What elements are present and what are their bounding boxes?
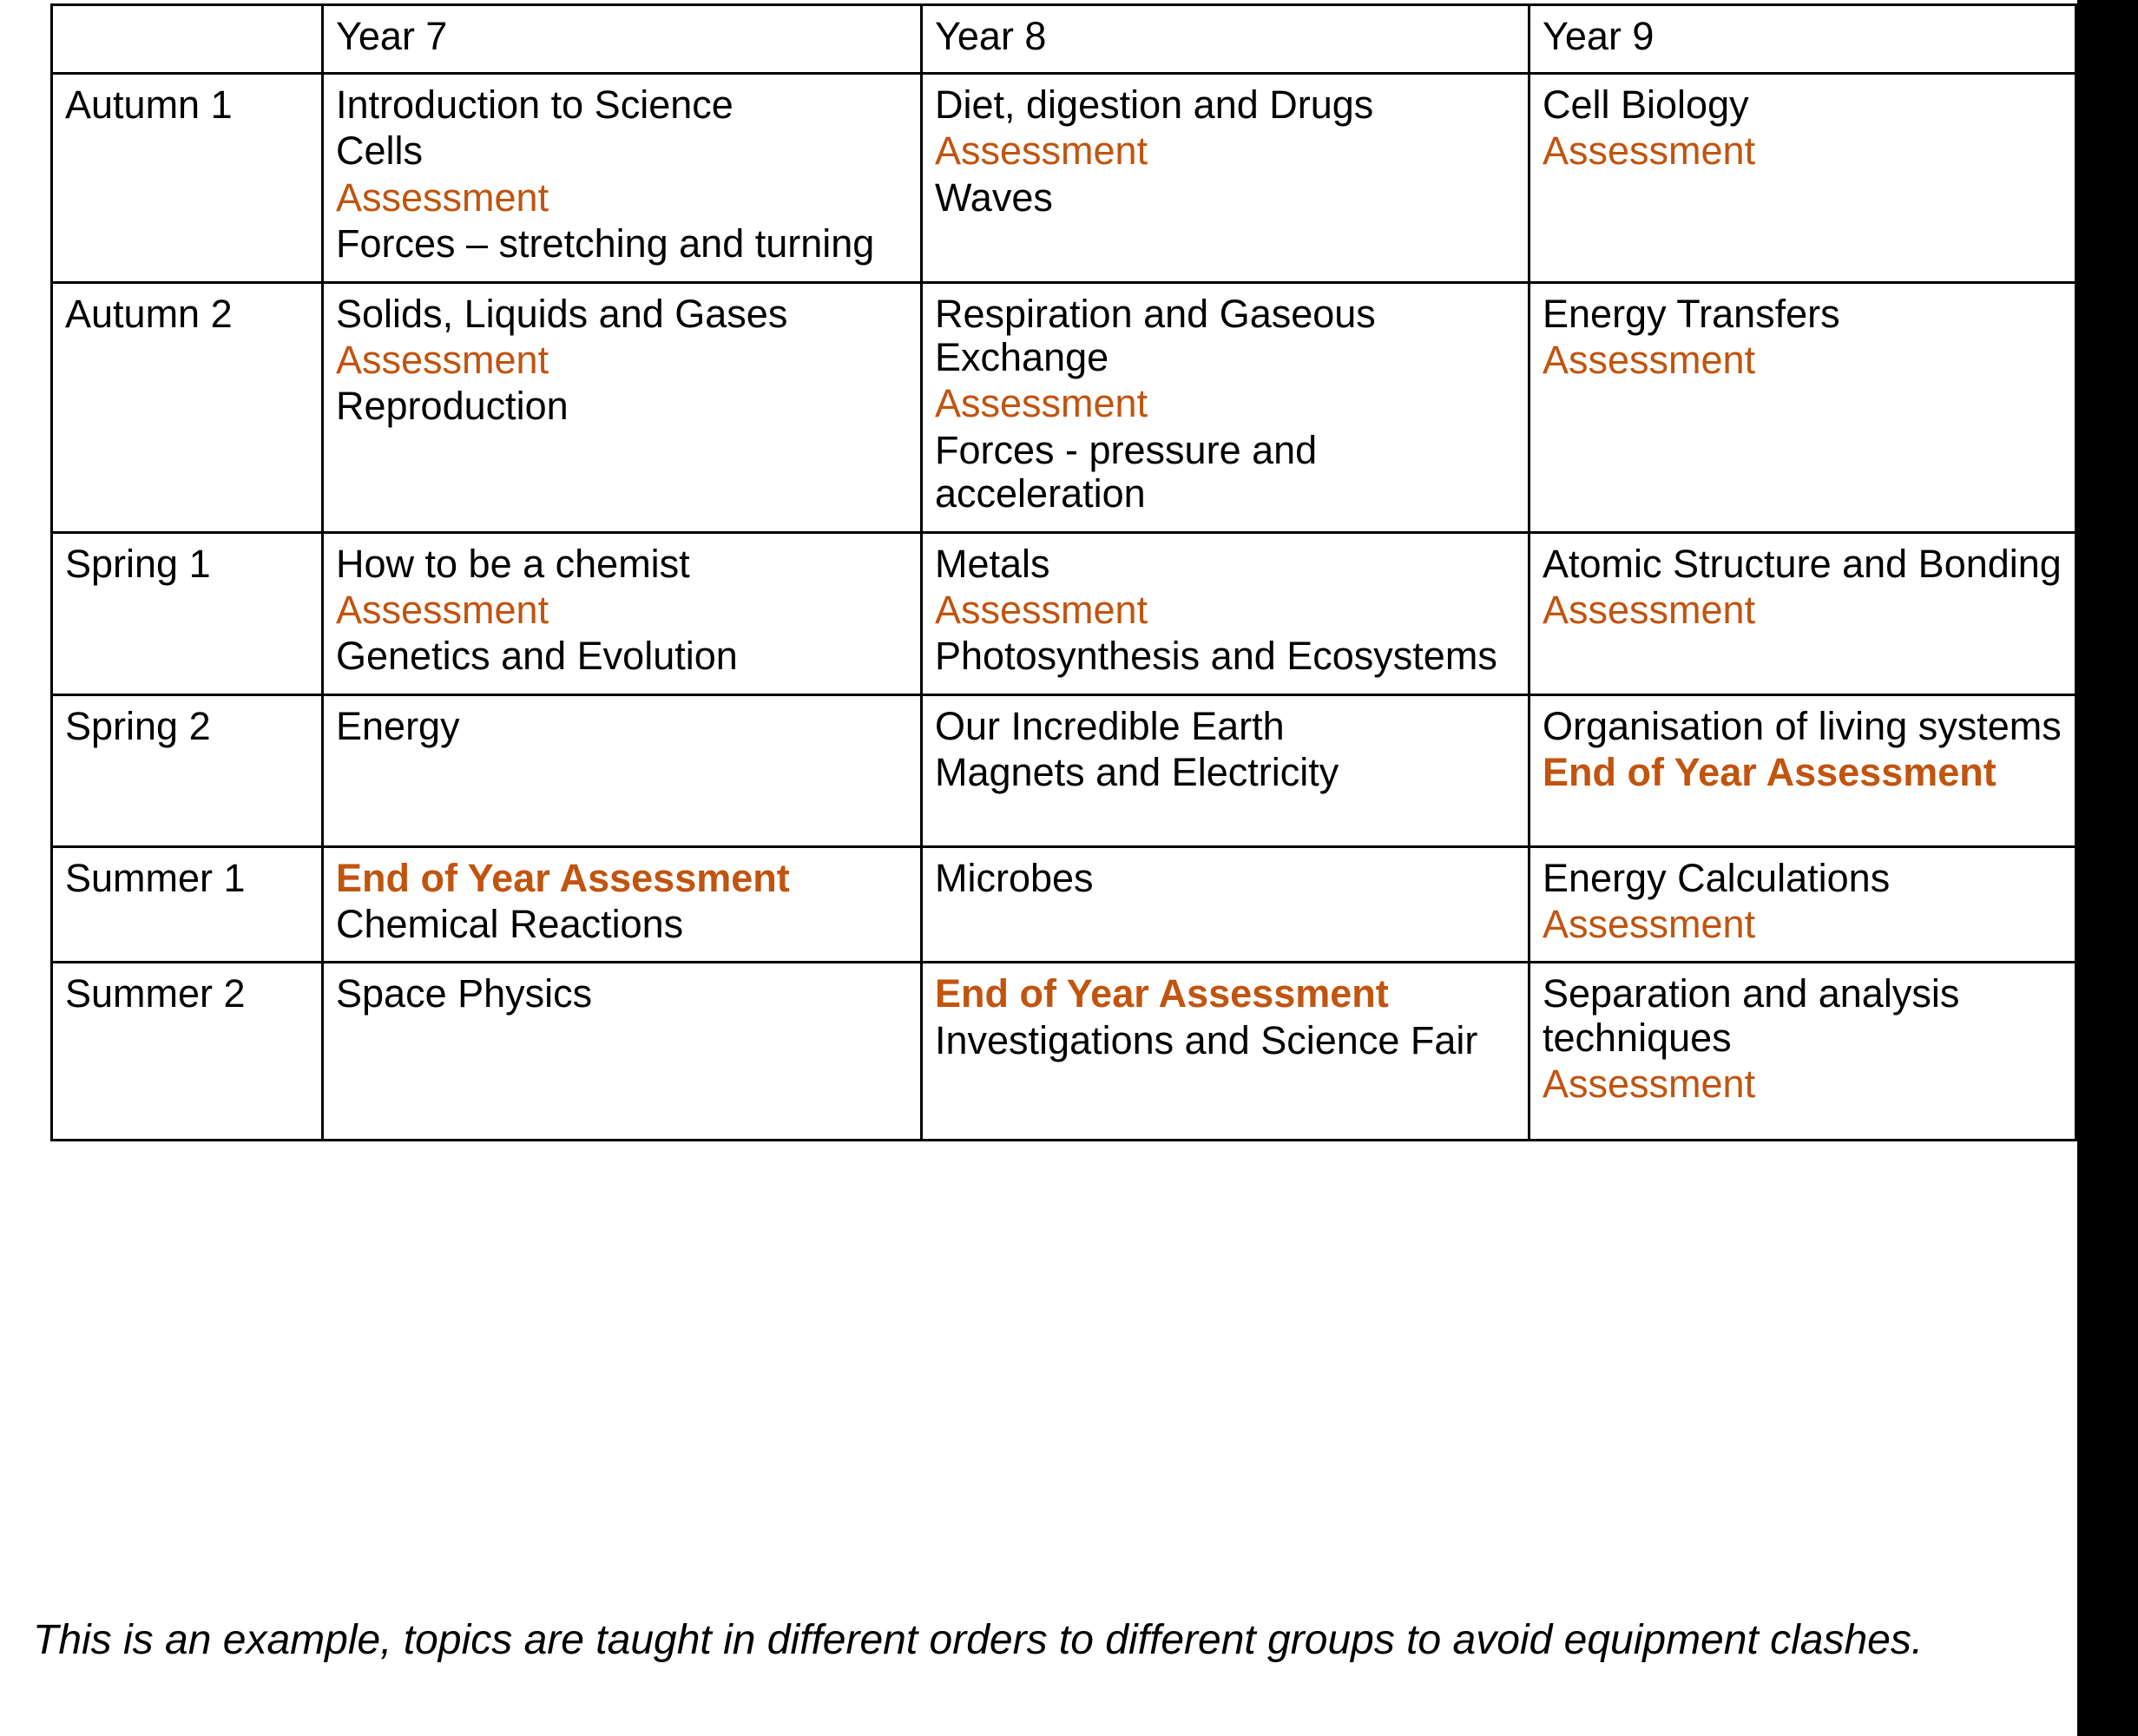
assessment-label: Assessment xyxy=(336,174,549,220)
cell-autumn-2-year-8 xyxy=(922,282,1529,532)
term-label-autumn-2: Autumn 2 xyxy=(52,282,323,532)
table-row xyxy=(52,963,2076,1141)
topic-item: Cell Biology xyxy=(1543,82,1749,127)
cell-spring-1-year-7 xyxy=(323,532,922,694)
table-row xyxy=(52,282,2076,532)
cell-spring-1-year-8 xyxy=(922,532,1529,694)
cell-spring-2-year-8 xyxy=(922,694,1529,846)
topic-item: Photosynthesis and Ecosystems xyxy=(935,634,1497,679)
assessment-label: Assessment xyxy=(935,381,1148,426)
topic-item: Forces – stretching and turning xyxy=(336,221,875,266)
assessment-label: Assessment xyxy=(336,337,549,382)
curriculum-table xyxy=(50,3,2077,1141)
topic-item: Metals xyxy=(935,541,1050,586)
cell-summer-2-year-8 xyxy=(922,963,1529,1141)
term-label-summer-1: Summer 1 xyxy=(52,846,323,963)
assessment-label: Assessment xyxy=(1543,1062,1756,1107)
cell-autumn-1-year-7 xyxy=(323,74,922,283)
term-label-autumn-1: Autumn 1 xyxy=(52,74,323,283)
topic-item: Introduction to Science xyxy=(336,82,733,127)
topic-item: Magnets and Electricity xyxy=(935,750,1339,795)
term-label-spring-1: Spring 1 xyxy=(52,532,323,694)
topic-item: Diet, digestion and Drugs xyxy=(935,82,1374,127)
end-of-year-assessment-label: End of Year Assessment xyxy=(336,855,790,900)
assessment-label: Assessment xyxy=(336,587,549,632)
assessment-label: Assessment xyxy=(1543,587,1756,632)
column-header-year-9: Year 9 xyxy=(1529,5,2076,74)
topic-item: Cells xyxy=(336,128,424,174)
cell-summer-1-year-7 xyxy=(323,846,922,963)
table-corner-cell xyxy=(52,5,323,74)
topic-item: Respiration and Gaseous Exchange xyxy=(935,291,1376,379)
table-body xyxy=(52,74,2076,1141)
column-header-year-7: Year 7 xyxy=(323,5,922,74)
assessment-label: Assessment xyxy=(1543,337,1756,382)
topic-item: Genetics and Evolution xyxy=(336,634,738,679)
cell-spring-2-year-9 xyxy=(1529,694,2076,846)
cell-autumn-1-year-8 xyxy=(922,74,1529,283)
assessment-label: Assessment xyxy=(935,587,1148,632)
table-row xyxy=(52,846,2076,963)
table-caption: This is an example, topics are taught in different orders to different groups to avoid equipment clashes. xyxy=(33,1617,1924,1663)
topic-item: Chemical Reactions xyxy=(336,902,684,947)
cell-summer-1-year-9 xyxy=(1529,846,2076,963)
table-header-row xyxy=(52,5,2076,74)
topic-item: Investigations and Science Fair xyxy=(935,1017,1478,1062)
topic-item: Atomic Structure and Bonding xyxy=(1543,541,2062,586)
topic-item: Organisation of living systems xyxy=(1543,703,2062,748)
cell-spring-1-year-9 xyxy=(1529,532,2076,694)
end-of-year-assessment-label: End of Year Assessment xyxy=(935,971,1389,1016)
cell-autumn-1-year-9 xyxy=(1529,74,2076,283)
right-black-band xyxy=(2077,0,2138,1736)
topic-item: How to be a chemist xyxy=(336,541,690,586)
topic-item: Space Physics xyxy=(336,971,593,1016)
topic-item: Energy Calculations xyxy=(1543,855,1891,900)
topic-item: Waves xyxy=(935,174,1053,220)
term-label-spring-2: Spring 2 xyxy=(52,694,323,846)
topic-item: Microbes xyxy=(935,855,1094,900)
topic-item: Our Incredible Earth xyxy=(935,703,1285,748)
topic-item: Energy xyxy=(336,703,460,748)
topic-item: Energy Transfers xyxy=(1543,291,1840,336)
cell-summer-2-year-7 xyxy=(323,963,922,1141)
assessment-label: Assessment xyxy=(935,128,1148,174)
column-header-year-8: Year 8 xyxy=(922,5,1529,74)
assessment-label: Assessment xyxy=(1543,128,1756,174)
table-row xyxy=(52,532,2076,694)
table-row xyxy=(52,74,2076,283)
topic-item: Reproduction xyxy=(336,384,569,429)
table-header xyxy=(52,5,2076,74)
topic-item: Forces - pressure and acceleration xyxy=(935,427,1318,516)
topic-item: Separation and analysis techniques xyxy=(1543,971,1960,1060)
end-of-year-assessment-label: End of Year Assessment xyxy=(1543,750,1997,795)
cell-summer-1-year-8 xyxy=(922,846,1529,963)
cell-spring-2-year-7 xyxy=(323,694,922,846)
cell-autumn-2-year-7 xyxy=(323,282,922,532)
table-row xyxy=(52,694,2076,846)
term-label-summer-2: Summer 2 xyxy=(52,963,323,1141)
assessment-label: Assessment xyxy=(1543,902,1756,947)
cell-autumn-2-year-9 xyxy=(1529,282,2076,532)
topic-item: Solids, Liquids and Gases xyxy=(336,291,788,336)
cell-summer-2-year-9 xyxy=(1529,963,2076,1141)
